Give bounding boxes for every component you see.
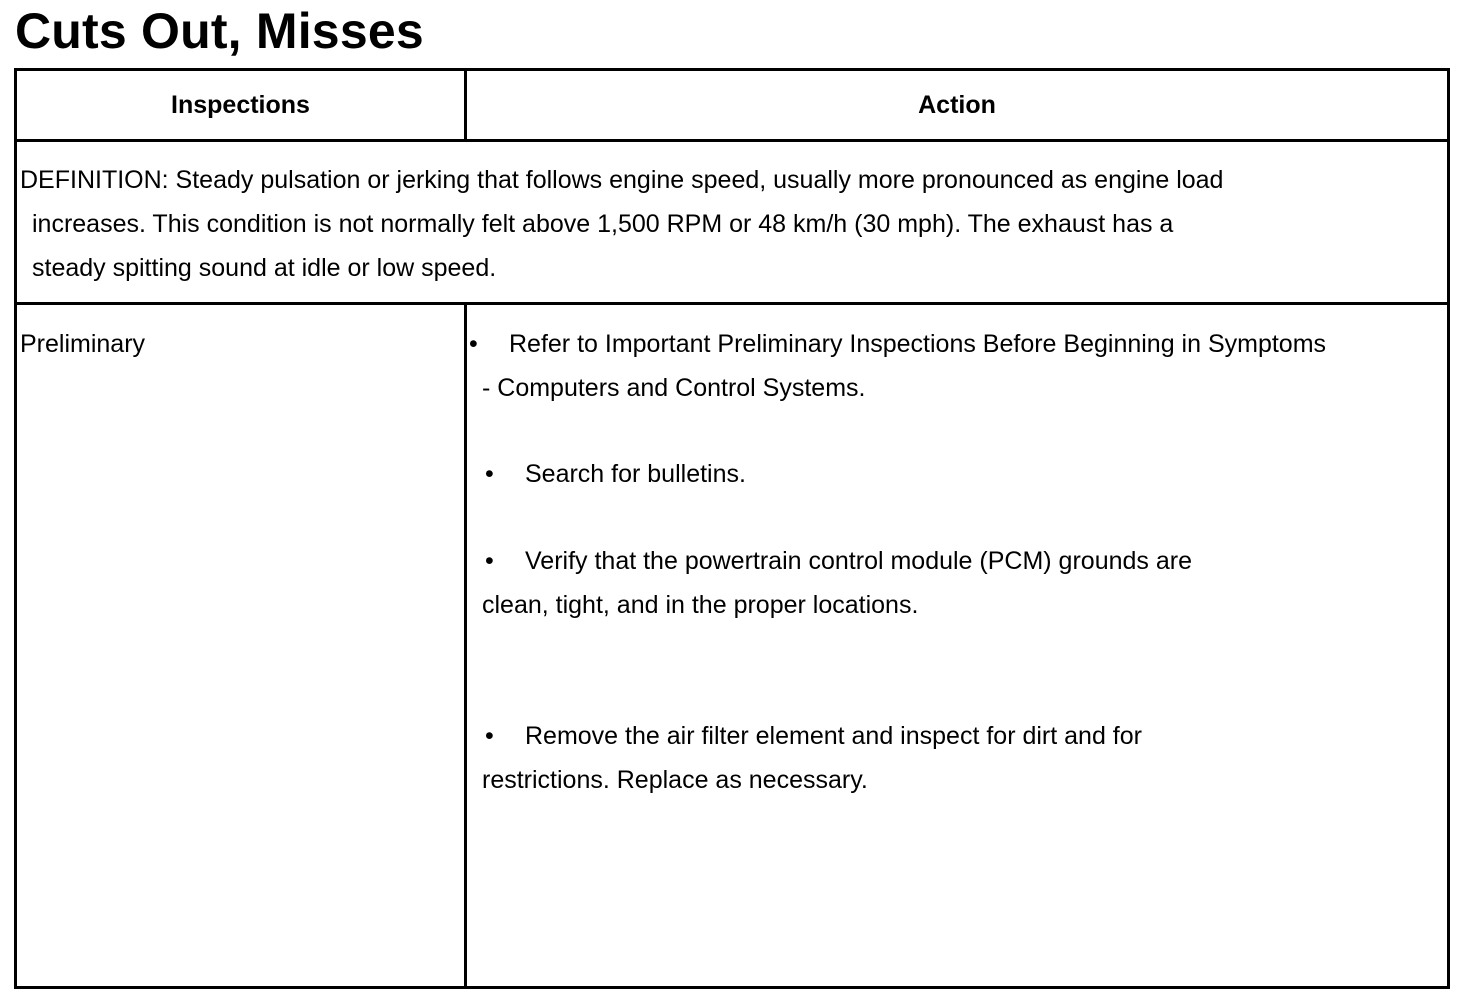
bullet-marker: • bbox=[485, 722, 494, 750]
body-column-divider bbox=[464, 305, 467, 986]
action-item-1-line-2: - Computers and Control Systems. bbox=[482, 374, 866, 402]
action-item-1 bbox=[469, 322, 1326, 366]
definition-line-1: DEFINITION: Steady pulsation or jerking that follows engine speed, usually more pronounced as engine load bbox=[20, 166, 1224, 194]
action-item-4 bbox=[485, 714, 1142, 758]
action-item-3-line-1: Verify that the powertrain control module (PCM) grounds are bbox=[525, 547, 1192, 575]
definition-line-3: steady spitting sound at idle or low speed. bbox=[32, 254, 497, 282]
bullet-marker: • bbox=[485, 547, 494, 575]
bullet-marker: • bbox=[485, 460, 494, 488]
column-header-inspections: Inspections bbox=[171, 91, 310, 119]
action-item-1-line-1: Refer to Important Preliminary Inspections Before Beginning in Symptoms bbox=[509, 330, 1327, 358]
action-item-3-line-2: clean, tight, and in the proper locations. bbox=[482, 591, 919, 619]
column-header-action: Action bbox=[918, 91, 996, 119]
definition-line-2: increases. This condition is not normally felt above 1,500 RPM or 48 km/h (30 mph). The exhaust has a bbox=[32, 210, 1174, 238]
definition-divider bbox=[17, 302, 1447, 305]
bullet-marker: • bbox=[469, 330, 478, 358]
diagnostic-table bbox=[14, 68, 1450, 989]
action-item-2 bbox=[485, 452, 746, 496]
inspection-preliminary: Preliminary bbox=[20, 330, 146, 358]
action-item-4-line-2: restrictions. Replace as necessary. bbox=[482, 766, 868, 794]
action-item-2-line-1: Search for bulletins. bbox=[525, 460, 746, 488]
action-item-4-line-1: Remove the air filter element and inspect for dirt and for bbox=[525, 722, 1142, 750]
action-item-3 bbox=[485, 539, 1192, 583]
header-divider bbox=[17, 139, 1447, 142]
page-title: Cuts Out, Misses bbox=[15, 3, 424, 59]
